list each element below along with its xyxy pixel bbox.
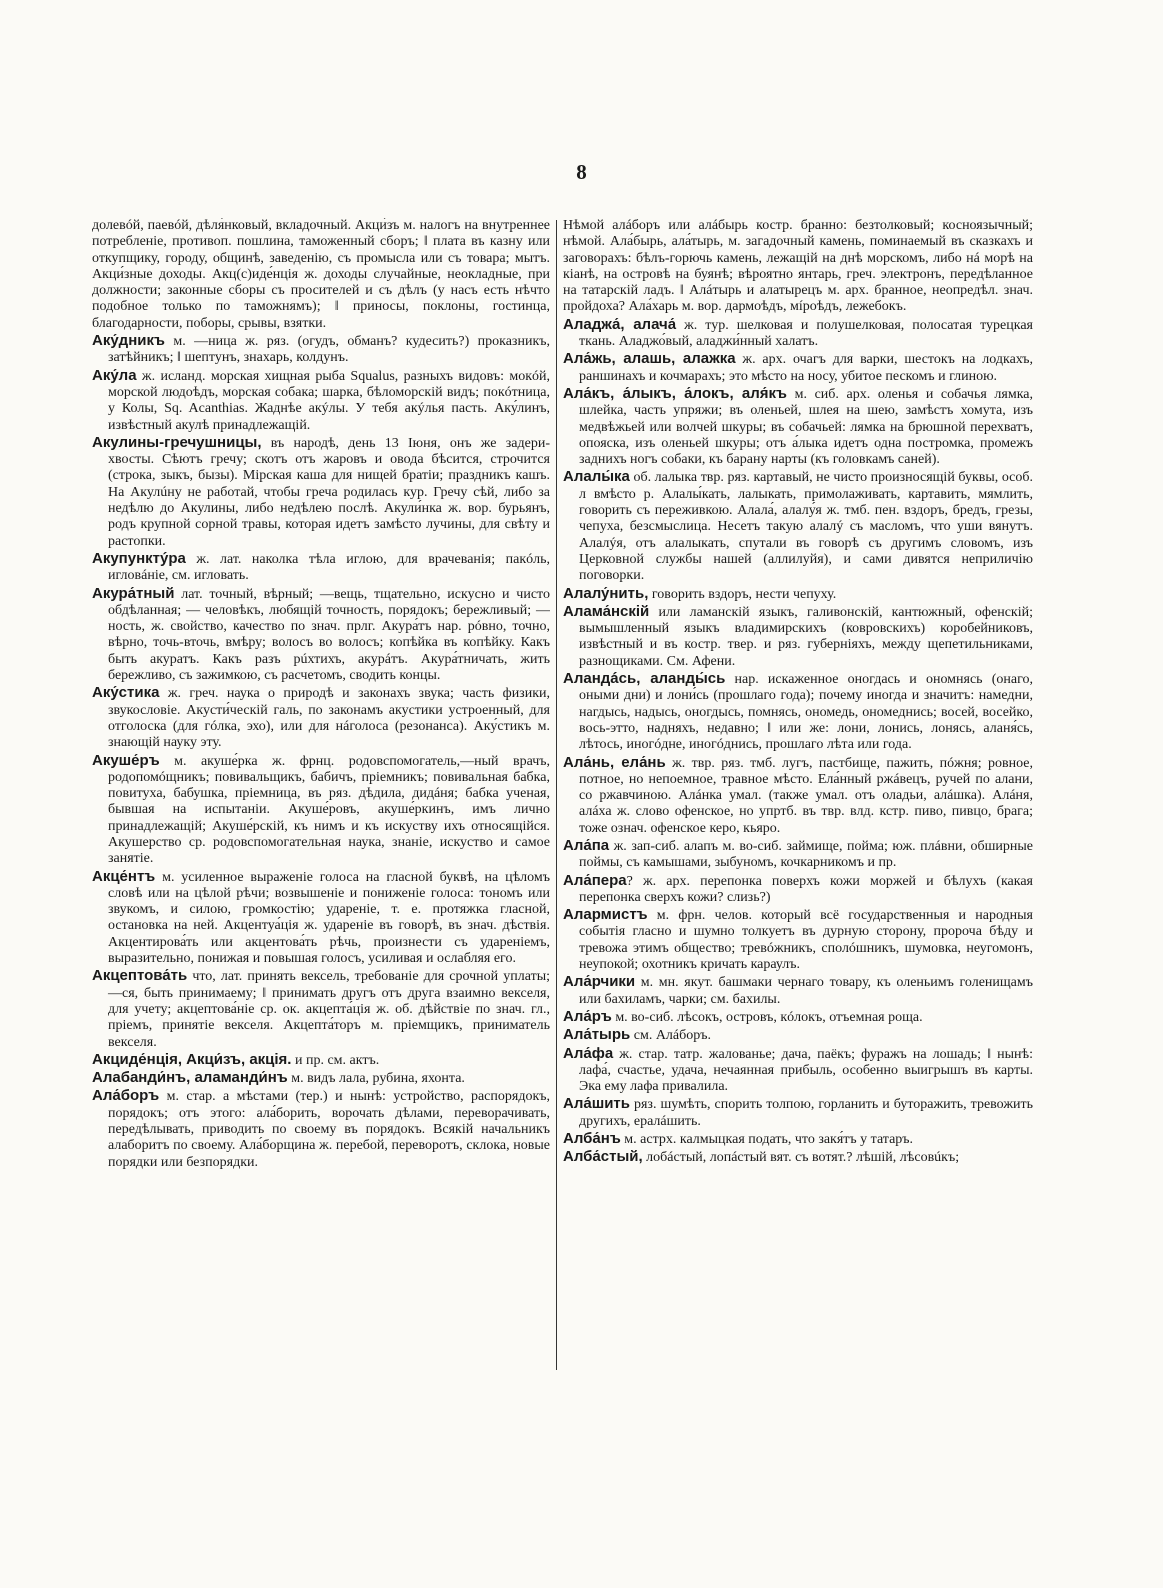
entry-headword: Алама́нскій — [563, 602, 650, 620]
entry-headword: Алба́стый, — [563, 1148, 643, 1166]
entry-text: ж. лат. наколка тѣла иглою, для врачеванія; пакóль, игловáніе, см. игловать. — [108, 551, 550, 584]
entry-headword: Алалы́ка — [563, 468, 630, 486]
page-number: 8 — [576, 160, 587, 184]
dictionary-entry — [563, 671, 1033, 753]
entry-text: м. сиб. арх. оленья и собачья лямка, шлейка, часть упряжи; въ оленьей, шлея на шею, замѣстъ хомута, изъ медвѣжьей или волчей шкуры; въ собачьей: лямка на брюшной перехватъ, опояска, изъ оленьей шкуры; отъ а́лыка идетъ одна постромка, промежъ заднихъ ногъ собаки, къ барану нарты (къ головкамъ саней). — [579, 386, 1033, 468]
dictionary-entry — [92, 1088, 550, 1170]
entry-headword: Ала́ръ — [563, 1007, 612, 1025]
entry-text: м. мн. якут. башмаки чернаго товару, къ оленьимъ голенищамъ или бахиламъ, чарки; см. бахилы. — [579, 975, 1033, 1007]
dictionary-entry — [563, 218, 1033, 316]
dictionary-entry — [92, 435, 550, 550]
entry-headword: Ала́шить — [563, 1095, 630, 1113]
dictionary-entry — [563, 838, 1033, 872]
entry-text: ж. исланд. морская хищная рыба Squalus, разныхъ видовъ: мокóй, морской людоѣдъ, морская собака; шарка, бѣломорскій видъ; покóтница, у Колы, Sq. Acanthias. Жаднѣе акýлы. У тебя акýлья пасть. Аку́линъ, извѣстный акулѣ принадлежащій. — [108, 368, 550, 433]
entry-text: лат. точный, вѣрный; —вещь, тщательно, искусно и чисто обдѣланная; — человѣкъ, любящій точность, порядокъ; бережливый; —ность, ж. свойство, качество по знач. прлг. Акура́тъ нар. рóвно, точно, вѣрно, точь-вточь, вмѣру; волосъ во волосъ; копѣйка въ копѣйку. Какъ быть акуратъ. Какъ разъ рúхтихъ, акурáтъ. Акура́тничать, жить бережливо, съ зажимкою, съ расчетомъ, сводить концы. — [108, 586, 550, 684]
entry-headword: Акура́тный — [92, 584, 175, 602]
dictionary-entry — [563, 469, 1033, 584]
entry-headword: Алба́нъ — [563, 1130, 621, 1148]
dictionary-entry — [563, 873, 1033, 907]
entry-headword: Аку́дникъ — [92, 332, 165, 350]
entry-text: въ народѣ, день 13 Іюня, онъ же задери-хвосты. Сѣютъ гречу; скотъ отъ жаровъ и овода бѣсится, строчится (строка, зыкъ, бызы). Мірская каша для нищей братіи; праздникъ кашъ. На Акулúну не работай, чтобы греча родилась кур. Гречу сѣй, либо за недѣлю до Акулины, либо недѣлею послѣ. Акули́нка ж. вор. бурьянъ, родъ крупной сорной травы, которая идетъ замѣсто лучины, для свѣту и растопки. — [108, 435, 550, 549]
entry-headword: Аладжа́, алача́ — [563, 315, 677, 333]
dictionary-entry — [563, 1046, 1033, 1096]
entry-text: м. во-сиб. лѣсокъ, островъ, кóлокъ, отъемная роща. — [611, 1009, 923, 1025]
dictionary-entry — [563, 1149, 1033, 1166]
dictionary-entry — [563, 586, 1033, 603]
dictionary-entry — [92, 968, 550, 1050]
entry-text: ж. греч. наука о природѣ и законахъ звука; часть физики, звукословіе. Акусти́ческій галь, по законамъ акустики устроенный, для отголоска (для гóлка, эхо), или для нáголоса (резонанса). Аку́стикъ м. знающій науку эту. — [108, 686, 550, 751]
entry-headword: Ала́пера — [563, 871, 627, 889]
dictionary-entry — [563, 974, 1033, 1008]
entry-text: ж. твр. ряз. тмб. лугъ, пастбище, пажить, пóжня; ровное, потное, но непоемное, травное мѣсто. Ела́нный ржáвецъ, ручей по алани, со ржавчиною. Алáнка умал. (также умал. отъ оладьи, алáшка). Алáня, алáха ж. слово офенское, но упртб. въ твр. влд. кстр. пиво, пивцо, брага; тоже означ. офенское керо, кьяро. — [579, 755, 1033, 836]
dictionary-entry — [563, 317, 1033, 351]
dictionary-entry — [563, 755, 1033, 837]
entry-headword: Ала́боръ — [92, 1087, 160, 1105]
entry-headword: Алабанди́нъ, аламанди́нъ — [92, 1069, 288, 1087]
entry-headword: Акце́нтъ — [92, 867, 156, 885]
entry-headword: Ала́къ, а́лыкъ, а́локъ, аля́къ — [563, 384, 787, 402]
entry-headword: Ала́фа — [563, 1044, 614, 1062]
entry-headword: Аку́ла — [92, 366, 137, 384]
entry-text: ряз. шумѣть, спорить толпою, горланить и буторажить, тревожить другихъ, ералáшить. — [579, 1097, 1033, 1129]
entry-headword: Акуше́ръ — [92, 751, 160, 769]
entry-text: ж. зап-сиб. алапъ м. во-сиб. займище, пойма; юж. плáвни, обширные поймы, съ камышами, зыбуномъ, кочкарникомъ и пр. — [579, 838, 1033, 871]
entry-headword: Акупунктýра — [92, 549, 186, 567]
entry-text: или ламанскій языкъ, галивонскій, кантюжный, офенскій; вымышленный языкъ владимирскихъ (ковровскихъ) коробейниковъ, извѣстный и въ костр. твер. и ряз. губерніяхъ, между щепетильниками, разнощиками. См. Афени. — [579, 604, 1033, 669]
entry-headword: Ала́нь, ела́нь — [563, 753, 666, 771]
entry-text: ж. стар. татр. жалованье; дача, паёкъ; фуражъ на лошадь; ‖ нынѣ: лафа́, счастье, удача, нечаянная прибыль, особенно выигрышъ въ карты. Эка ему лафа привалила. — [579, 1046, 1033, 1095]
entry-headword: Аландáсь, аланды́сь — [563, 670, 726, 688]
entry-text: м. —ница ж. ряз. (огудъ, обманъ? кудесить?) проказникъ, затѣйникъ; ‖ шептунъ, знахарь, колдунъ. — [108, 334, 550, 366]
entry-text: м. видъ лала, рубина, яхонта. — [287, 1071, 465, 1087]
dictionary-entry — [563, 1096, 1033, 1130]
entry-headword: Алалу́нить, — [563, 584, 649, 602]
column-divider — [556, 220, 557, 1370]
entry-headword: Алармистъ — [563, 906, 648, 924]
entry-text: см. Алáборъ. — [630, 1028, 711, 1044]
dictionary-entry — [92, 1070, 550, 1087]
left-column — [92, 218, 550, 1398]
entry-headword: Акциде́нція, Акци́зъ, акція. — [92, 1050, 292, 1068]
entry-text: м. астрх. калмыцкая подать, что закя́тъ у татаръ. — [620, 1132, 914, 1148]
entry-text: нар. искаженное оногдась и ономнясь (онаго, оными дни) и лони́сь (прошлаго года); почему иногда и значитъ: намедни, нагдысь, надысь, оногдысь, помнясь, ономедь, ономеднись; восей, восейко, вось-этто, надняхъ, недавно; ‖ или же: лони, лонись, лонясь, аланя́сь, лѣтось, иногóдне, иногóднись, прошлаго лѣта или года. — [579, 672, 1033, 753]
dictionary-entry — [563, 1009, 1033, 1026]
dictionary-entry — [563, 604, 1033, 670]
entry-text: об. лалыка твр. ряз. картавый, не чисто произносящій буквы, особ. л вмѣсто р. Алалы́кать, лалыкать, примолаживать, картавить, мямлить, говорить съ переживкою. Алала́, алалу́я ж. тмб. пен. вздоръ, бредъ, грезы, чепуха, безсмыслица. Несетъ такую алалý съ масломъ, что уши вянутъ. Алалýя, отъ алалыкать, спутали въ говорѣ съ другимъ словомъ, изъ Церковной службы нашей (аллилуйя), и сами дивятся неприличію поговорки. — [579, 470, 1033, 584]
entry-headword: Ала́тырь — [563, 1026, 631, 1044]
dictionary-entry — [92, 368, 550, 434]
dictionary-entry — [563, 1131, 1033, 1148]
entry-headword: Ала́па — [563, 836, 610, 854]
dictionary-entry — [92, 685, 550, 751]
dictionary-entry — [92, 869, 550, 968]
right-column — [563, 218, 1033, 1398]
entry-text: м. фрн. челов. который всё государственныя и народныя событія гласно и шумно толкуетъ въ дурную сторону, пророча бѣду и тревожа этимъ общество; тревóжникъ, сполóшникъ, шумовка, неугомонъ, неупокой; охотникъ кричать караулъ. — [579, 908, 1033, 973]
dictionary-entry — [92, 551, 550, 585]
entry-text: и пр. см. актъ. — [291, 1052, 380, 1068]
dictionary-entry — [92, 1052, 550, 1069]
entry-text: ж. арх. очагъ для варки, шестокъ на лодкахъ, раншинахъ и кочмарахъ; это мѣсто на носу, убитое пескомъ и глиною. — [579, 352, 1033, 384]
entry-text: м. усиленное выраженіе голоса на гласной буквѣ, на цѣломъ словѣ или на цѣлой рѣчи; возвышеніе и пониженіе голоса: тономъ или звукомъ, и силою, громкостію; удареніе, т. е. протяжка гласной, остановка на ней. Акцентуа́ція ж. удареніе въ говорѣ, въ знач. дѣствія. Акцентирова́ть или акцентова́ть рѣчь, произнести съ удареніемъ, выразительно, понижая и повышая голосъ, усиливая и ослабляя его. — [108, 869, 550, 967]
entry-text: что, лат. принять вексель, требованіе для срочной уплаты; —ся, быть принимаему; ‖ принимать другъ отъ друга взаимно векселя, для учету; акцептова́ніе ср. ок. акцепта́ція ж. об. дѣйствіе по знач. гл., пріемъ, принятіе векселя. Акцепта́торъ м. пріемщикъ, приниматель векселя. — [108, 969, 550, 1050]
dictionary-entry — [92, 218, 550, 332]
entry-text: долевóй, паевóй, дѣля́нковый, вкладочный. Акци́зъ м. налогъ на внутреннее потребленіе, противоп. пошлина, таможенный сборъ; ‖ плата въ казну или откупщику, городу, общинѣ, заведенію, съ промысла или съ товара; мытъ. Акци́зные доходы. Акц(с)иде́нція ж. доходы случайные, неокладные, при должности; законные сборы съ просителей и съ дѣлъ (у насъ есть нѣчто подобное только по таможнямъ); ‖ приносы, поклоны, гостинца, благодарности, поборы, срывы, взятки. — [92, 218, 550, 331]
entry-headword: Аку́стика — [92, 684, 160, 702]
entry-headword: Ала́жь, алашь, алажка — [563, 350, 736, 368]
dictionary-entry — [563, 1027, 1033, 1044]
dictionary-entry — [563, 386, 1033, 468]
entry-headword: Акулины-гречушницы, — [92, 433, 262, 451]
entry-text: говорить вздоръ, нести чепуху. — [648, 586, 837, 602]
dictionary-entry — [563, 351, 1033, 385]
entry-text: Нѣмой алáборъ или алáбырь костр. бранно: безтолковый; косноязычный; нѣмой. Ала́бырь, ала́тырь, м. загадочный камень, поминаемый въ сказкахъ и заговорахъ: бѣлъ-горючь камень, лежащій на днѣ морскомъ, либо нá морѣ на кіанѣ, на островѣ на буянѣ; вѣроятно янтарь, греч. электронъ, передѣланное на татарскій ладъ. ‖ Алáтырь и алатырецъ м. арх. бранное, неопредѣл. знач. пройдоха? Ала́харь м. вор. дармоѣдъ, мíроѣдъ, лежебокъ. — [563, 218, 1033, 315]
entry-text: м. акуше́рка ж. фрнц. родовспомогатель,—ный врачъ, родопомóщникъ; повивальщикъ, бабичъ, пріемникъ; повивальная бабка, повитуха, бабушка, пріемница, въ ряз. дѣдила, дидáня; бабка ученая, бывшая на испытаніи. Акуше́ровъ, акуше́ркинъ, имъ лично принадлежащій; Акуше́рскій, къ нимъ и къ искуству ихъ относящійся. Акушерство ср. родовспомогательная наука, знаніе, искуство и самое занятіе. — [108, 753, 550, 867]
entry-text: м. стар. а мѣстами (тер.) и нынѣ: устройство, распорядокъ, порядокъ; отъ этого: ала́борить, ворочать дѣлами, переворачивать, передѣлывать, приводить по своему въ порядокъ. Всякій начальникъ алаборитъ по своему. Ала́борщина ж. перебой, переворотъ, склока, новые порядки или безпорядки. — [108, 1089, 550, 1170]
dictionary-entry — [92, 333, 550, 367]
entry-text: ж. тур. шелковая и полушелковая, полосатая турецкая ткань. Аладжо́вый, аладжи́нный халатъ. — [579, 317, 1033, 350]
entry-text: лобáстый, лопáстый вят. съ вотят.? лѣшій, лѣсовúкъ; — [642, 1150, 960, 1166]
dictionary-entry — [563, 907, 1033, 973]
entry-headword: Ала́рчики — [563, 973, 636, 991]
dictionary-entry — [92, 753, 550, 868]
dictionary-entry — [92, 586, 550, 685]
entry-headword: Акцептова́ть — [92, 967, 188, 985]
entry-text: ? ж. арх. перепонка поверхъ кожи моржей и бѣлухъ (какая перепонка сверхъ кожи? слизь?) — [579, 873, 1033, 905]
